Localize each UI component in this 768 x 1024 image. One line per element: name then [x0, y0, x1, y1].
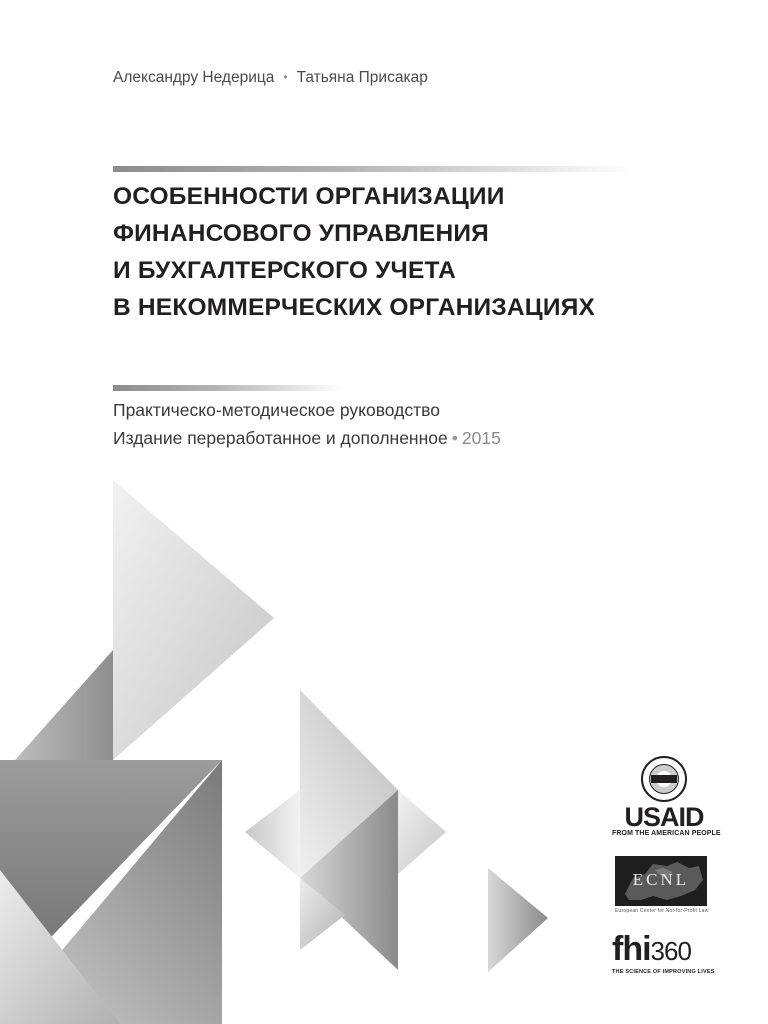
triangle-shape	[245, 790, 300, 878]
author-1: Александру Недерица	[113, 69, 275, 86]
subtitle-line-1: Практическо-методическое руководство	[113, 400, 440, 420]
book-title	[113, 178, 713, 326]
edition-text: Издание переработанное и дополненное	[113, 428, 448, 448]
fhi-text: fhi	[612, 930, 651, 968]
ecnl-logo	[615, 856, 707, 914]
usaid-seal-icon	[641, 756, 687, 802]
triangle-shape	[488, 868, 548, 972]
triangle-shape	[398, 790, 446, 874]
edition-separator: •	[451, 428, 458, 448]
usaid-tagline: FROM THE AMERICAN PEOPLE	[612, 830, 721, 837]
author-separator: •	[283, 70, 288, 84]
title-line: ОСОБЕННОСТИ ОРГАНИЗАЦИИ	[113, 183, 505, 210]
fhi360-wordmark	[612, 932, 718, 968]
fhi360-logo	[612, 932, 718, 975]
decorative-triangles	[0, 470, 560, 1024]
triangle-shape	[15, 650, 113, 760]
subtitle-line-2	[113, 424, 713, 452]
usaid-wordmark: USAID	[624, 802, 704, 832]
authors-line	[113, 69, 428, 87]
subtitle-block	[113, 396, 713, 452]
ecnl-map-icon	[615, 856, 707, 906]
ecnl-wordmark: ECNL	[632, 870, 690, 889]
ecnl-tagline: European Center for Not-for-Profit Law	[615, 908, 709, 914]
edition-year: 2015	[461, 428, 501, 448]
fhi-number: 360	[650, 936, 691, 966]
usaid-logo	[612, 756, 721, 837]
title-line: И БУХГАЛТЕРСКОГО УЧЕТА	[113, 257, 457, 284]
triangle-shape	[113, 480, 274, 760]
title-line: В НЕКОММЕРЧЕСКИХ ОРГАНИЗАЦИЯХ	[113, 294, 596, 321]
title-line: ФИНАНСОВОГО УПРАВЛЕНИЯ	[113, 220, 489, 247]
subtitle-rule	[113, 385, 343, 391]
author-2: Татьяна Присакар	[296, 69, 428, 86]
fhi360-tagline: THE SCIENCE OF IMPROVING LIVES	[612, 969, 715, 975]
title-rule	[113, 166, 633, 172]
